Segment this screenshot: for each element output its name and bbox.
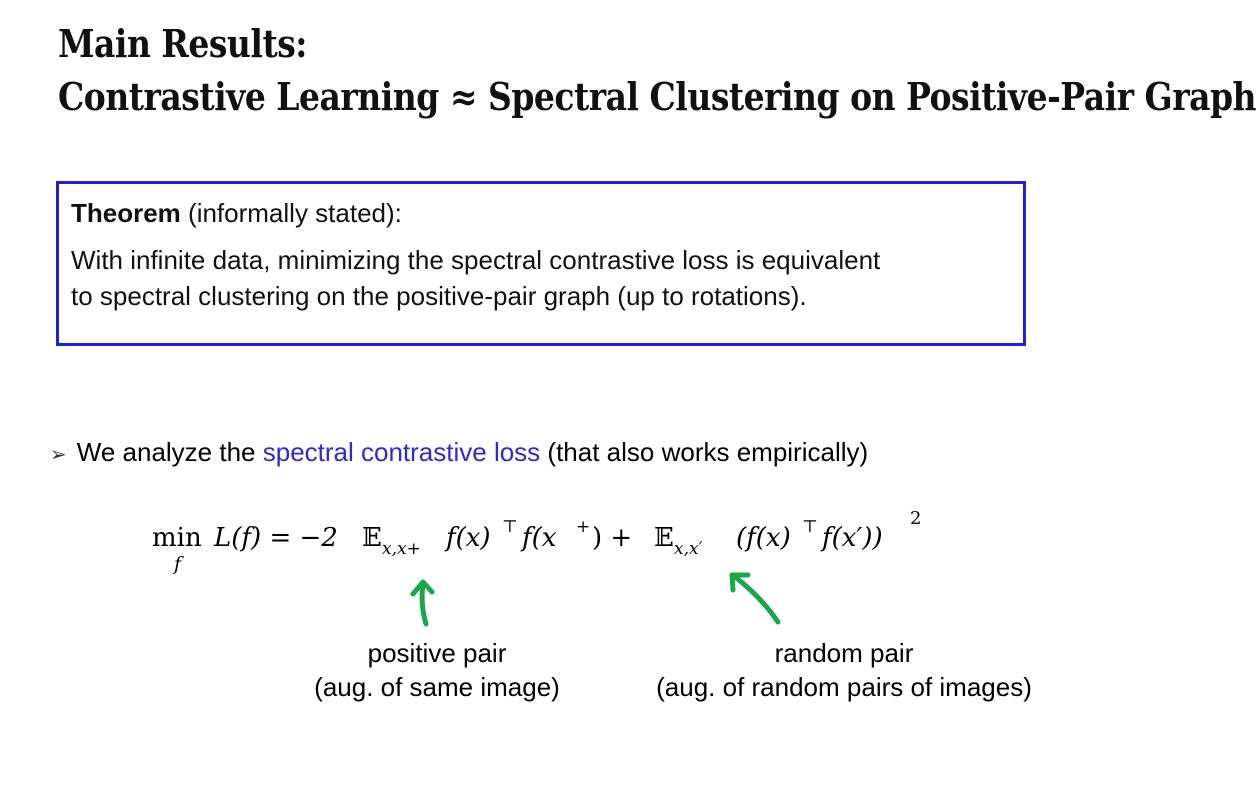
random-pair-note (626, 636, 1062, 704)
bullet-suffix: (that also works empirically) (540, 437, 869, 467)
theorem-label: Theorem (71, 198, 181, 228)
title-line-1: Main Results: (58, 21, 307, 67)
positive-pair-arrow-icon (413, 582, 432, 624)
positive-pair-description: (aug. of same image) (314, 672, 560, 702)
positive-pair-label: positive pair (367, 638, 507, 668)
formula-transpose-2: ⊤ (802, 517, 818, 537)
random-pair-label: random pair (774, 638, 914, 668)
formula-min-subscript: f (174, 553, 182, 575)
formula-expectation-1-subscript: x,x+ (382, 539, 421, 559)
formula-expectation-1: 𝔼 (362, 523, 382, 553)
formula-term-2b: f(x′)) (822, 523, 883, 553)
formula-lhs: L(f) = −2 (214, 523, 338, 553)
theorem-line-1: With infinite data, minimizing the spectral contrastive loss is equivalent (71, 245, 881, 275)
formula-term-2: (f(x) (736, 523, 791, 553)
formula-transpose-1: ⊤ (502, 517, 518, 537)
title-line-2: Contrastive Learning ≈ Spectral Clustering on Positive-Pair Graph (58, 74, 1256, 120)
random-pair-arrow-icon (732, 575, 778, 622)
formula-min: min (152, 523, 202, 553)
formula-plus-superscript: + (576, 517, 591, 537)
bullet-highlight: spectral contrastive loss (262, 437, 541, 467)
formula-term-1b: f(x (522, 523, 557, 553)
theorem-qualifier: (informally stated): (180, 198, 402, 228)
formula-expectation-2-subscript: x,x′ (674, 539, 703, 559)
arrow-bullet-icon: ➢ (50, 444, 67, 466)
random-pair-description: (aug. of random pairs of images) (656, 672, 1032, 702)
formula-exponent: 2 (910, 508, 922, 529)
positive-pair-note (296, 636, 578, 704)
formula-expectation-2: 𝔼 (654, 523, 674, 553)
bullet-prefix: We analyze the (76, 437, 263, 467)
theorem-line-2: to spectral clustering on the positive-pair graph (up to rotations). (71, 281, 807, 311)
formula-term-1a: f(x) (446, 523, 491, 553)
formula-term-1c: ) + (592, 523, 633, 553)
